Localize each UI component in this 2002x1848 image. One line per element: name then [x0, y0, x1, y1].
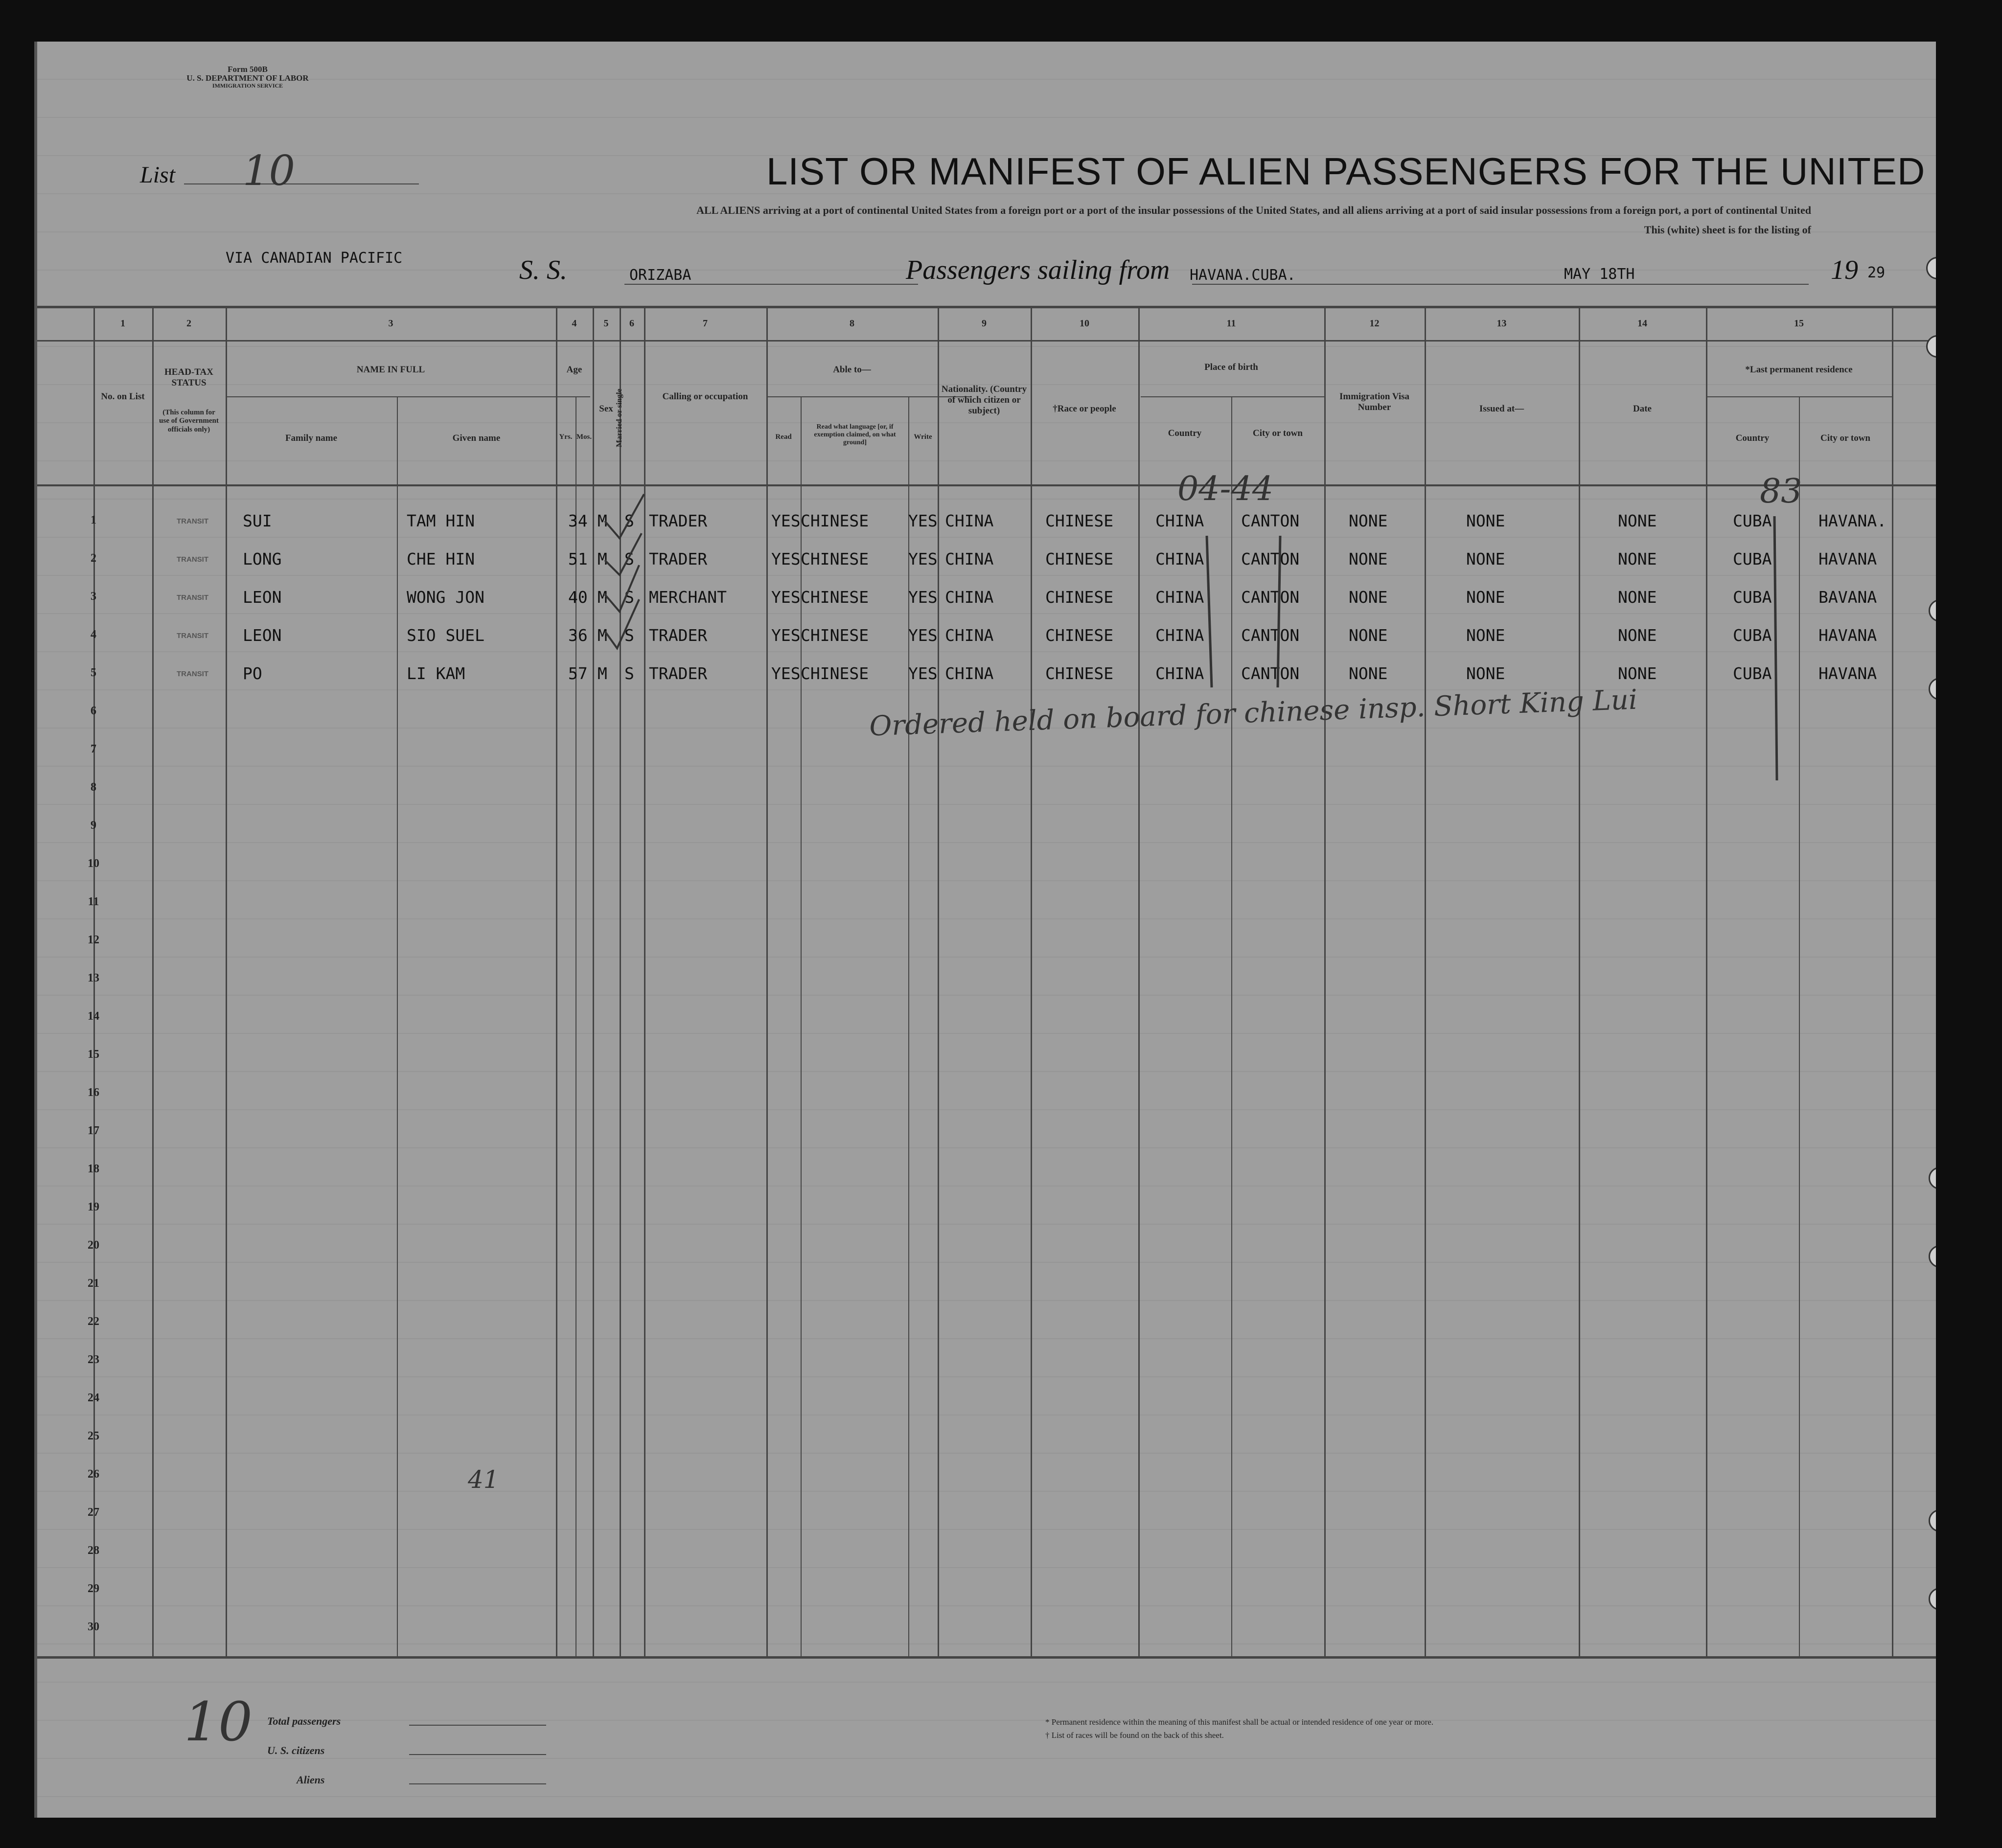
subtitle-line2: This (white) sheet is for the listing of [1644, 224, 1811, 236]
binder-hole [1929, 1245, 1936, 1268]
cell-read: YES [771, 664, 801, 683]
year-suffix: 29 [1867, 264, 1886, 281]
col-num: 14 [1637, 318, 1647, 329]
cell-given: TAM HIN [407, 511, 475, 530]
handwritten-total-mark: 10 [184, 1690, 253, 1753]
col-num: 3 [388, 318, 393, 329]
list-number: 10 [243, 147, 295, 195]
col-num: 6 [629, 318, 634, 329]
check-marks [600, 492, 659, 668]
cell-given: SIO SUEL [407, 626, 484, 645]
colhead-read-language: Read what language [or, if exemption claimed, on what ground] [814, 423, 896, 447]
row-number: 8 [91, 781, 96, 794]
cell-sex: M [598, 664, 607, 683]
row-number: 13 [88, 972, 99, 984]
cell-date: NONE [1618, 664, 1657, 683]
col-line [1706, 306, 1707, 1659]
table-top-border [37, 306, 1936, 308]
cell-birth-country: CHINA [1155, 588, 1204, 607]
colhead-age: Age [566, 365, 582, 375]
aliens-label: Aliens [297, 1774, 325, 1786]
cell-birth-city: CANTON [1241, 588, 1300, 607]
cell-res-city: HAVANA [1818, 664, 1877, 683]
colhead-no-on-list: No. on List [101, 391, 145, 402]
cell-birth-city: CANTON [1241, 549, 1300, 569]
cell-family: PO [243, 664, 262, 683]
col-line [1425, 306, 1426, 1659]
col-line [1031, 306, 1032, 1659]
col-line [226, 306, 227, 1659]
cell-sex: M [598, 511, 607, 530]
cell-birth-city: CANTON [1241, 511, 1300, 530]
cell-write: YES [908, 511, 938, 530]
cell-age: 57 [568, 664, 588, 683]
colhead-head-tax-note: (This column for use of Government officials only) [159, 409, 219, 433]
cell-birth-country: CHINA [1155, 664, 1204, 683]
cell-race: CHINESE [1045, 664, 1114, 683]
sailing-date: MAY 18TH [1564, 266, 1635, 283]
cell-age: 40 [568, 588, 588, 607]
cell-race: CHINESE [1045, 626, 1114, 645]
us-citizens-label: U. S. citizens [267, 1744, 325, 1757]
col-num: 15 [1794, 318, 1804, 329]
cell-race: CHINESE [1045, 549, 1114, 569]
row-number: 21 [88, 1277, 99, 1290]
col-line [801, 396, 802, 1659]
cell-race: CHINESE [1045, 511, 1114, 530]
cell-family: SUI [243, 511, 272, 530]
cell-sex: M [598, 626, 607, 645]
port-underline [1192, 284, 1574, 285]
col-line [556, 306, 557, 1659]
cell-married: S [624, 626, 634, 645]
list-underline [184, 183, 419, 184]
cell-occupation: TRADER [649, 511, 708, 530]
colhead-calling: Calling or occupation [662, 391, 748, 402]
cell-given: CHE HIN [407, 549, 475, 569]
cell-status: TRANSIT [177, 555, 208, 564]
colhead-head-tax: HEAD-TAX STATUS [164, 367, 213, 388]
row-number: 18 [88, 1163, 99, 1175]
row-number: 7 [91, 743, 96, 755]
cell-nationality: CHINA [945, 588, 994, 607]
col-num: 13 [1496, 318, 1507, 329]
row-number: 12 [88, 934, 99, 946]
colhead-last-residence: *Last permanent residence [1745, 365, 1853, 375]
col-num: 8 [850, 318, 854, 329]
cell-nationality: CHINA [945, 626, 994, 645]
col-line [152, 306, 154, 1659]
colhead-res-city: City or town [1820, 433, 1871, 443]
col-line [397, 396, 398, 1659]
cell-issued: NONE [1466, 549, 1505, 569]
colhead-mos: Mos. [576, 433, 592, 441]
cell-birth-city: CANTON [1241, 626, 1300, 645]
col-line [1892, 306, 1893, 1659]
row-number: 1 [91, 514, 96, 526]
colnum-border [37, 340, 1936, 342]
service: IMMIGRATION SERVICE [212, 82, 283, 89]
cell-birth-country: CHINA [1155, 626, 1204, 645]
colhead-sex: Sex [599, 404, 613, 414]
port-name: HAVANA.CUBA. [1190, 267, 1296, 284]
cell-status: TRANSIT [177, 632, 208, 640]
cell-res-country: CUBA [1733, 664, 1772, 683]
cell-age: 34 [568, 511, 588, 530]
row-number: 24 [88, 1392, 99, 1404]
colhead-family-name: Family name [285, 433, 338, 443]
cell-res-city: HAVANA. [1818, 511, 1887, 530]
col-line [938, 306, 939, 1659]
cell-age: 36 [568, 626, 588, 645]
col-line [1579, 306, 1580, 1659]
ship-underline [624, 284, 918, 285]
col-line [1138, 306, 1140, 1659]
cell-status: TRANSIT [177, 593, 208, 602]
colhead-birth-city: City or town [1252, 428, 1303, 438]
cell-given: LI KAM [407, 664, 465, 683]
cell-visa: NONE [1349, 511, 1388, 530]
ship-name: ORIZABA [629, 267, 691, 284]
colhead-race: †Race or people [1053, 404, 1116, 414]
cell-occupation: MERCHANT [649, 588, 727, 607]
cell-res-country: CUBA [1733, 511, 1772, 530]
col-num: 1 [120, 318, 125, 329]
col-num: 11 [1226, 318, 1236, 329]
cell-status: TRANSIT [177, 517, 208, 525]
cell-family: LEON [243, 626, 282, 645]
handwritten-page-note: 41 [468, 1465, 499, 1494]
cell-age: 51 [568, 549, 588, 569]
ss-label: S. S. [519, 255, 567, 285]
row-number: 6 [91, 705, 96, 717]
row-number: 23 [88, 1353, 99, 1366]
binder-hole [1926, 335, 1936, 358]
handwritten-birth-code: 04-44 [1177, 470, 1274, 508]
cell-occupation: TRADER [649, 664, 708, 683]
list-label: List [140, 162, 176, 188]
table-bottom-border [37, 1656, 1936, 1659]
cell-res-country: CUBA [1733, 588, 1772, 607]
colhead-issued-at: Issued at— [1479, 404, 1524, 414]
residence-tick-stroke [1765, 511, 1784, 785]
cell-date: NONE [1618, 588, 1657, 607]
cell-given: WONG JON [407, 588, 484, 607]
via-line: VIA CANADIAN PACIFIC [226, 250, 403, 267]
row-number: 29 [88, 1582, 99, 1595]
colhead-place-of-birth: Place of birth [1204, 362, 1258, 372]
row-number: 22 [88, 1315, 99, 1328]
handwritten-annotation: Ordered held on board for chinese insp. Short King Lui [869, 684, 1638, 743]
row-number: 3 [91, 590, 96, 603]
col-num: 4 [572, 318, 577, 329]
cell-language: CHINESE [801, 588, 869, 607]
header-bottom-border [37, 484, 1936, 486]
cell-married: S [624, 549, 634, 569]
year-prefix: 19 [1831, 255, 1858, 285]
cell-issued: NONE [1466, 511, 1505, 530]
birth-tick-strokes [1177, 531, 1324, 692]
name-sub-border [226, 396, 590, 397]
col-num: 9 [982, 318, 987, 329]
date-underline [1564, 284, 1809, 285]
row-number: 27 [88, 1506, 99, 1519]
cell-read: YES [771, 511, 801, 530]
cell-date: NONE [1618, 626, 1657, 645]
col-line [766, 306, 768, 1659]
colhead-given-name: Given name [452, 433, 501, 443]
col-num: 7 [703, 318, 708, 329]
cell-nationality: CHINA [945, 549, 994, 569]
colhead-married: Married or single [615, 388, 623, 448]
col-line [575, 396, 576, 1659]
row-number: 30 [88, 1620, 99, 1633]
total-passengers-label: Total passengers [267, 1715, 341, 1727]
cell-family: LEON [243, 588, 282, 607]
binder-hole [1926, 257, 1936, 279]
colhead-read: Read [775, 433, 792, 441]
cell-res-country: CUBA [1733, 549, 1772, 569]
row-number: 9 [91, 819, 96, 832]
cell-read: YES [771, 549, 801, 569]
cell-birth-country: CHINA [1155, 549, 1204, 569]
row-number: 14 [88, 1010, 99, 1023]
cell-write: YES [908, 626, 938, 645]
colhead-able-to: Able to— [833, 365, 871, 375]
cell-visa: NONE [1349, 626, 1388, 645]
col-num: 10 [1080, 318, 1089, 329]
form-info [184, 65, 311, 89]
row-number: 28 [88, 1544, 99, 1557]
cell-issued: NONE [1466, 626, 1505, 645]
subtitle-line1: ALL ALIENS arriving at a port of continental United States from a foreign port or a port of the insular possessions of the United States, and all aliens arriving at a port of said insular possessions from a foreign port, a port of continental United [696, 204, 1811, 216]
row-number: 4 [91, 628, 96, 641]
cell-write: YES [908, 664, 938, 683]
cell-res-country: CUBA [1733, 626, 1772, 645]
row-number: 10 [88, 857, 99, 870]
cell-visa: NONE [1349, 588, 1388, 607]
birth-sub-border [1141, 396, 1324, 397]
manifest-page [34, 42, 1936, 1818]
department: U. S. DEPARTMENT OF LABOR [186, 73, 309, 83]
row-number: 16 [88, 1086, 99, 1099]
binder-hole [1929, 1167, 1936, 1189]
cell-sex: M [598, 549, 607, 569]
cell-married: S [624, 664, 634, 683]
cell-language: CHINESE [801, 511, 869, 530]
col-num: 2 [186, 318, 191, 329]
row-number: 25 [88, 1430, 99, 1442]
cell-family: LONG [243, 549, 282, 569]
cell-read: YES [771, 626, 801, 645]
cell-race: CHINESE [1045, 588, 1114, 607]
cell-date: NONE [1618, 549, 1657, 569]
sailing-label: Passengers sailing from [906, 255, 1170, 285]
aliens-line [409, 1783, 546, 1784]
cell-sex: M [598, 588, 607, 607]
colhead-visa: Immigration Visa Number [1339, 391, 1410, 412]
cell-res-city: BAVANA [1818, 588, 1877, 607]
row-number: 19 [88, 1201, 99, 1213]
row-number: 2 [91, 552, 96, 565]
colhead-res-country: Country [1735, 433, 1770, 443]
row-number: 5 [91, 666, 96, 679]
cell-married: S [624, 511, 634, 530]
cell-birth-city: CANTON [1241, 664, 1300, 683]
cell-nationality: CHINA [945, 664, 994, 683]
cell-write: YES [908, 549, 938, 569]
cell-nationality: CHINA [945, 511, 994, 530]
cell-language: CHINESE [801, 626, 869, 645]
cell-res-city: HAVANA [1818, 626, 1877, 645]
cell-res-city: HAVANA [1818, 549, 1877, 569]
row-number: 26 [88, 1468, 99, 1481]
cell-married: S [624, 588, 634, 607]
col-line [1324, 306, 1326, 1659]
row-number: 15 [88, 1048, 99, 1061]
cell-status: TRANSIT [177, 670, 208, 678]
us-citizens-line [409, 1754, 546, 1755]
binder-hole [1929, 599, 1936, 622]
cell-visa: NONE [1349, 549, 1388, 569]
colhead-name-in-full: NAME IN FULL [356, 365, 425, 375]
row-number: 20 [88, 1239, 99, 1252]
binder-hole [1929, 1588, 1936, 1610]
col-num: 12 [1369, 318, 1380, 329]
cell-language: CHINESE [801, 549, 869, 569]
colhead-nationality: Nationality. (Country of which citizen or subject) [941, 384, 1027, 416]
cell-write: YES [908, 588, 938, 607]
colhead-write: Write [914, 433, 932, 441]
footnote-races: † List of races will be found on the back of this sheet. [1045, 1731, 1224, 1740]
row-number: 17 [88, 1124, 99, 1137]
cell-issued: NONE [1466, 664, 1505, 683]
cell-visa: NONE [1349, 664, 1388, 683]
col-line [908, 396, 909, 1659]
cell-date: NONE [1618, 511, 1657, 530]
colhead-date: Date [1633, 404, 1652, 414]
handwritten-res-code: 83 [1760, 472, 1802, 511]
col-num: 5 [603, 318, 609, 329]
cell-occupation: TRADER [649, 549, 708, 569]
cell-language: CHINESE [801, 664, 869, 683]
cell-occupation: TRADER [649, 626, 708, 645]
row-number: 11 [88, 895, 99, 908]
cell-read: YES [771, 588, 801, 607]
binder-hole [1929, 1509, 1936, 1532]
cell-birth-country: CHINA [1155, 511, 1204, 530]
form-number: Form 500B [228, 65, 268, 74]
cell-issued: NONE [1466, 588, 1505, 607]
col-line [593, 306, 594, 1659]
total-passengers-line [409, 1725, 546, 1726]
col-line [1799, 396, 1800, 1659]
colhead-birth-country: Country [1168, 428, 1202, 438]
manifest-title: LIST OR MANIFEST OF ALIEN PASSENGERS FOR THE UNITED [766, 150, 1926, 193]
binder-hole [1929, 678, 1936, 700]
colhead-yrs: Yrs. [559, 433, 573, 441]
footnote-residence: * Permanent residence within the meaning of this manifest shall be actual or intended residence of one year or more. [1045, 1717, 1434, 1727]
